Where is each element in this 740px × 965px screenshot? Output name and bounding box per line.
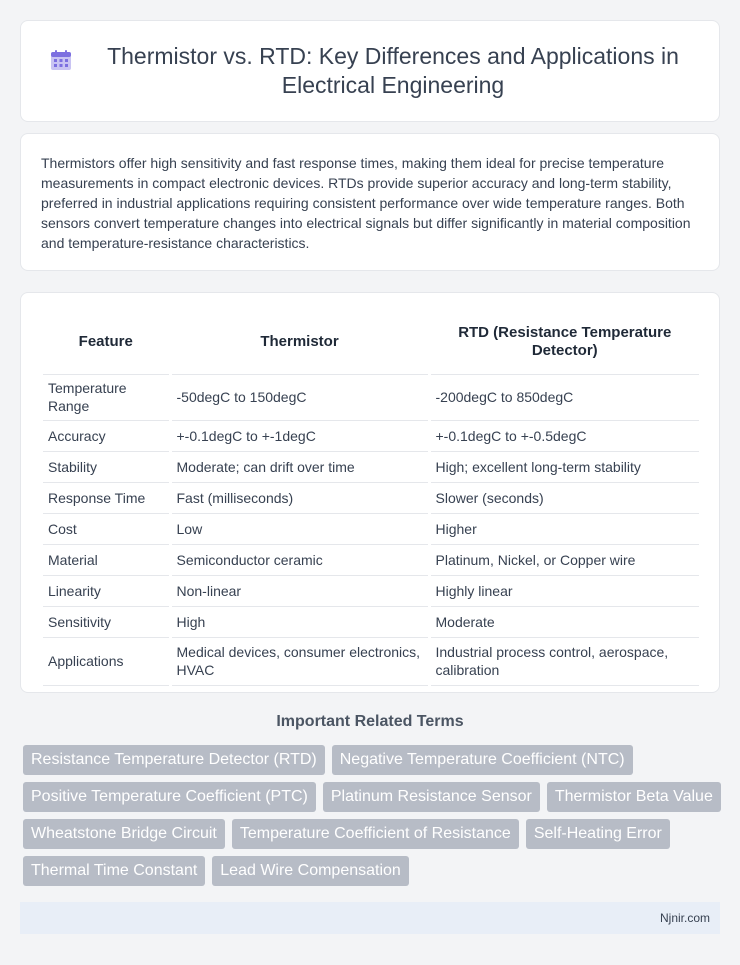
comparison-table-card	[20, 292, 720, 693]
thermistor-cell: Fast (milliseconds)	[170, 482, 429, 513]
thermistor-cell: Moderate; can drift over time	[170, 451, 429, 482]
rtd-cell: Moderate	[429, 606, 699, 637]
thermistor-cell: Semiconductor ceramic	[170, 544, 429, 575]
feature-cell: Applications	[43, 637, 170, 685]
related-term-tag[interactable]: Self-Heating Error	[526, 819, 670, 849]
related-term-tag[interactable]: Platinum Resistance Sensor	[323, 782, 540, 812]
table-row	[43, 374, 699, 420]
feature-cell: Material	[43, 544, 170, 575]
table-row	[43, 544, 699, 575]
feature-cell: Accuracy	[43, 420, 170, 451]
related-term-tag[interactable]: Thermal Time Constant	[23, 856, 205, 886]
table-row	[43, 513, 699, 544]
rtd-cell: -200degC to 850degC	[429, 374, 699, 420]
column-header-thermistor: Thermistor	[170, 311, 429, 374]
related-term-tag[interactable]: Wheatstone Bridge Circuit	[23, 819, 225, 849]
rtd-cell: Slower (seconds)	[429, 482, 699, 513]
table-row	[43, 575, 699, 606]
feature-cell: Temperature Range	[43, 374, 170, 420]
related-terms-list	[23, 745, 723, 886]
rtd-cell: Highly linear	[429, 575, 699, 606]
thermistor-cell: Non-linear	[170, 575, 429, 606]
comparison-table	[43, 311, 699, 686]
table-row	[43, 451, 699, 482]
feature-cell: Stability	[43, 451, 170, 482]
related-term-tag[interactable]: Positive Temperature Coefficient (PTC)	[23, 782, 316, 812]
related-term-tag[interactable]: Temperature Coefficient of Resistance	[232, 819, 519, 849]
related-term-tag[interactable]: Thermistor Beta Value	[547, 782, 721, 812]
title-wrap	[49, 42, 691, 100]
table-row	[43, 606, 699, 637]
rtd-cell: High; excellent long-term stability	[429, 451, 699, 482]
column-header-feature: Feature	[43, 311, 170, 374]
feature-cell: Cost	[43, 513, 170, 544]
table-row	[43, 637, 699, 685]
rtd-cell: +-0.1degC to +-0.5degC	[429, 420, 699, 451]
page-title: Thermistor vs. RTD: Key Differences and Applications in Electrical Engineering	[107, 43, 679, 98]
feature-cell: Sensitivity	[43, 606, 170, 637]
intro-paragraph: Thermistors offer high sensitivity and fast response times, making them ideal for precise temperature measurements in compact electronic devices. RTDs provide superior accuracy and long-term stability, preferred in industrial applications requiring consistent performance over wide temperature ranges. Both sensors convert temperature changes into electrical signals but differ significantly in material composition and temperature-resistance characteristics.	[41, 155, 691, 251]
thermistor-cell: High	[170, 606, 429, 637]
intro-card	[20, 133, 720, 271]
related-term-tag[interactable]: Resistance Temperature Detector (RTD)	[23, 745, 325, 775]
related-term-tag[interactable]: Negative Temperature Coefficient (NTC)	[332, 745, 633, 775]
related-terms-heading: Important Related Terms	[276, 713, 464, 730]
rtd-cell: Industrial process control, aerospace, calibration	[429, 637, 699, 685]
calendar-icon	[49, 48, 73, 72]
title-card	[20, 20, 720, 122]
thermistor-cell: Medical devices, consumer electronics, HVAC	[170, 637, 429, 685]
thermistor-cell: +-0.1degC to +-1degC	[170, 420, 429, 451]
thermistor-cell: Low	[170, 513, 429, 544]
related-term-tag[interactable]: Lead Wire Compensation	[212, 856, 409, 886]
feature-cell: Linearity	[43, 575, 170, 606]
table-row	[43, 420, 699, 451]
footer-site-link[interactable]: Njnir.com	[659, 911, 710, 925]
rtd-cell: Platinum, Nickel, or Copper wire	[429, 544, 699, 575]
feature-cell: Response Time	[43, 482, 170, 513]
rtd-cell: Higher	[429, 513, 699, 544]
thermistor-cell: -50degC to 150degC	[170, 374, 429, 420]
column-header-rtd: RTD (Resistance Temperature Detector)	[429, 311, 699, 374]
footer	[20, 902, 720, 934]
table-header-row	[43, 311, 699, 374]
table-row	[43, 482, 699, 513]
